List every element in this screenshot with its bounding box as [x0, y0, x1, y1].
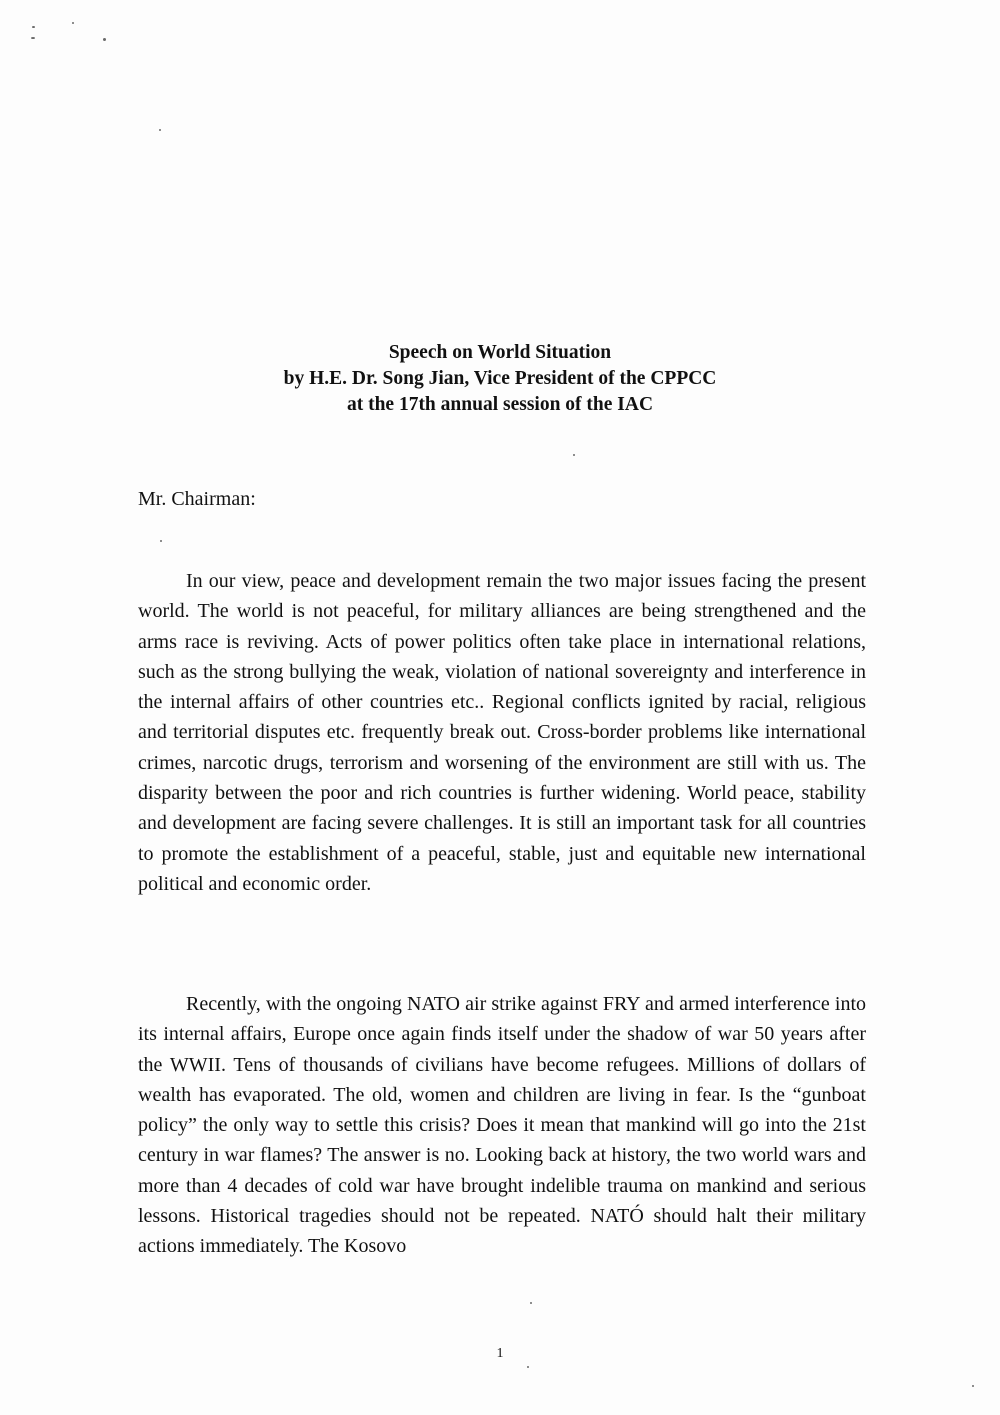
- scan-speck: [972, 1385, 974, 1387]
- title-line: by H.E. Dr. Song Jian, Vice President of the CPPCC: [283, 368, 717, 389]
- scan-speck: [72, 22, 74, 24]
- scan-speck: [103, 38, 106, 41]
- scan-speck: [160, 540, 162, 542]
- page-number: 1: [496, 1346, 504, 1361]
- scan-speck: [32, 26, 35, 28]
- scan-speck: [159, 129, 161, 131]
- scan-speck: [31, 37, 35, 39]
- title-line: Speech on World Situation: [388, 342, 612, 363]
- scan-speck: [527, 1366, 529, 1368]
- scan-speck: [530, 1302, 532, 1304]
- body-paragraph: In our view, peace and development remain the two major issues facing the present world. The world is not peaceful, for military alliances are being strengthened and the arms race is reviving. Acts of power politics often take place in international relations, such as the strong bullying the weak, violation of national sovereignty and interference in the internal affairs of other countries etc.. Regional conflicts ignited by racial, religious and territorial disputes etc. frequently break out. Cross-border problems like international crimes, narcotic drugs, terrorism and worsening of the environment are still with us. The disparity between the poor and rich countries is further widening. World peace, stability and development are facing severe challenges. It is still an important task for all countries to promote the establishment of a peaceful, stable, just and equitable new international political and economic order.: [138, 570, 866, 895]
- speech-title: [0, 340, 1000, 418]
- title-line: at the 17th annual session of the IAC: [346, 394, 654, 415]
- scan-speck: [573, 454, 575, 456]
- body-paragraph: Recently, with the ongoing NATO air strike against FRY and armed interference into its internal affairs, Europe once again finds itself under the shadow of war 50 years after the WWII. Tens of thousands of civilians have become refugees. Millions of dollars of wealth has evaporated. The old, women and children are living in fear. Is the “gunboat policy” the only way to settle this crisis? Does it mean that mankind will go into the 21st century in war flames? The answer is no. Looking back at history, the two world wars and more than 4 decades of cold war have brought indelible trauma on mankind and serious lessons. Historical tragedies should not be repeated. NATÓ should halt their military actions immediately. The Kosovo: [138, 993, 866, 1258]
- salutation: Mr. Chairman:: [138, 488, 256, 510]
